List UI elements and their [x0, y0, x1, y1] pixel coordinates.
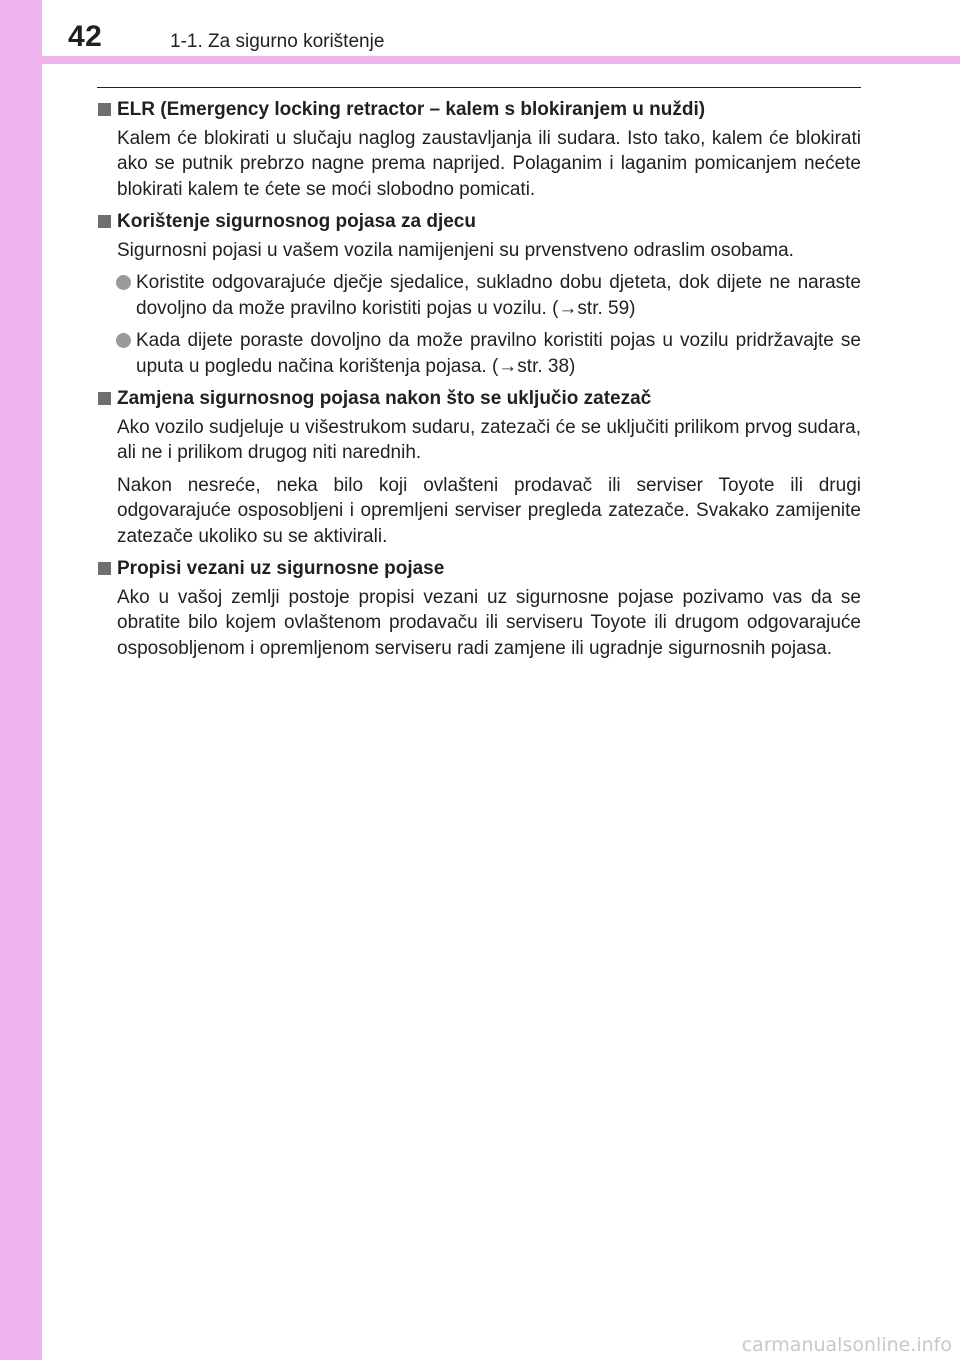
circle-bullet-icon	[116, 275, 131, 290]
section-heading	[97, 209, 861, 235]
section-elr	[97, 97, 861, 202]
list-item	[136, 270, 861, 321]
heading-text: ELR (Emergency locking retractor – kalem s blokiranjem u nuždi)	[117, 99, 706, 120]
paragraph: Sigurnosni pojasi u vašem vozila namijenjeni su prvenstveno odraslim osobama.	[117, 239, 794, 261]
square-bullet-icon	[98, 562, 111, 575]
heading-text: Zamjena sigurnosnog pojasa nakon što se uključio zatezač	[117, 388, 652, 409]
heading-text: Korištenje sigurnosnog pojasa za djecu	[117, 211, 476, 232]
header-rule	[97, 87, 861, 88]
paragraph: Ako vozilo sudjeluje u višestrukom sudaru, zatezači će se uključiti prilikom prvog sudara, ali ne i prilikom drugog niti narednih.	[117, 416, 861, 463]
section-title: 1-1. Za sigurno korištenje	[170, 31, 385, 52]
section-regulations	[97, 556, 861, 661]
list-item-text: Kada dijete poraste dovoljno da može pravilno koristiti pojas u vozilu pridržavajte se uputa u pogledu načina korištenja pojasa. (→str. 38)	[136, 330, 861, 377]
section-child-belt	[97, 209, 861, 379]
paragraph: Kalem će blokirati u slučaju naglog zaustavljanja ili sudara. Isto tako, kalem će blokirati ako se putnik prebrzo nagne prema naprijed. Polaganim i laganim pomicanjem nećete blokirati kalem te ćete se moći slobodno pomicati.	[117, 127, 861, 200]
square-bullet-icon	[98, 392, 111, 405]
watermark: carmanualsonline.info	[741, 1334, 952, 1356]
side-tab-strip	[0, 0, 42, 1360]
page-content	[97, 97, 861, 668]
square-bullet-icon	[98, 103, 111, 116]
paragraph: Nakon nesreće, neka bilo koji ovlašteni prodavač ili serviser Toyote ili drugi odgovarajuće osposobljeni i opremljeni serviser pregleda zatezače. Svakako zamijenite zatezače ukoliko su se aktivirali.	[117, 474, 861, 547]
list-item-text: Koristite odgovarajuće dječje sjedalice, sukladno dobu djeteta, dok dijete ne naraste dovoljno da može pravilno koristiti pojas u vozilu. (→str. 59)	[136, 272, 861, 319]
section-heading	[97, 386, 861, 412]
paragraph: Ako u vašoj zemlji postoje propisi vezani uz sigurnosne pojase pozivamo vas da se obratite bilo kojem ovlaštenom prodavaču ili serviseru Toyote ili drugom odgovarajuće osposobljenom i opremljenom serviseru radi zamjene ili ugradnje sigurnosnih pojasa.	[117, 586, 861, 659]
section-heading	[97, 556, 861, 582]
heading-text: Propisi vezani uz sigurnosne pojase	[117, 558, 445, 579]
circle-bullet-icon	[116, 333, 131, 348]
section-pretensioner	[97, 386, 861, 549]
page-number: 42	[68, 20, 103, 53]
list-item	[136, 328, 861, 379]
section-heading	[97, 97, 861, 123]
square-bullet-icon	[98, 215, 111, 228]
